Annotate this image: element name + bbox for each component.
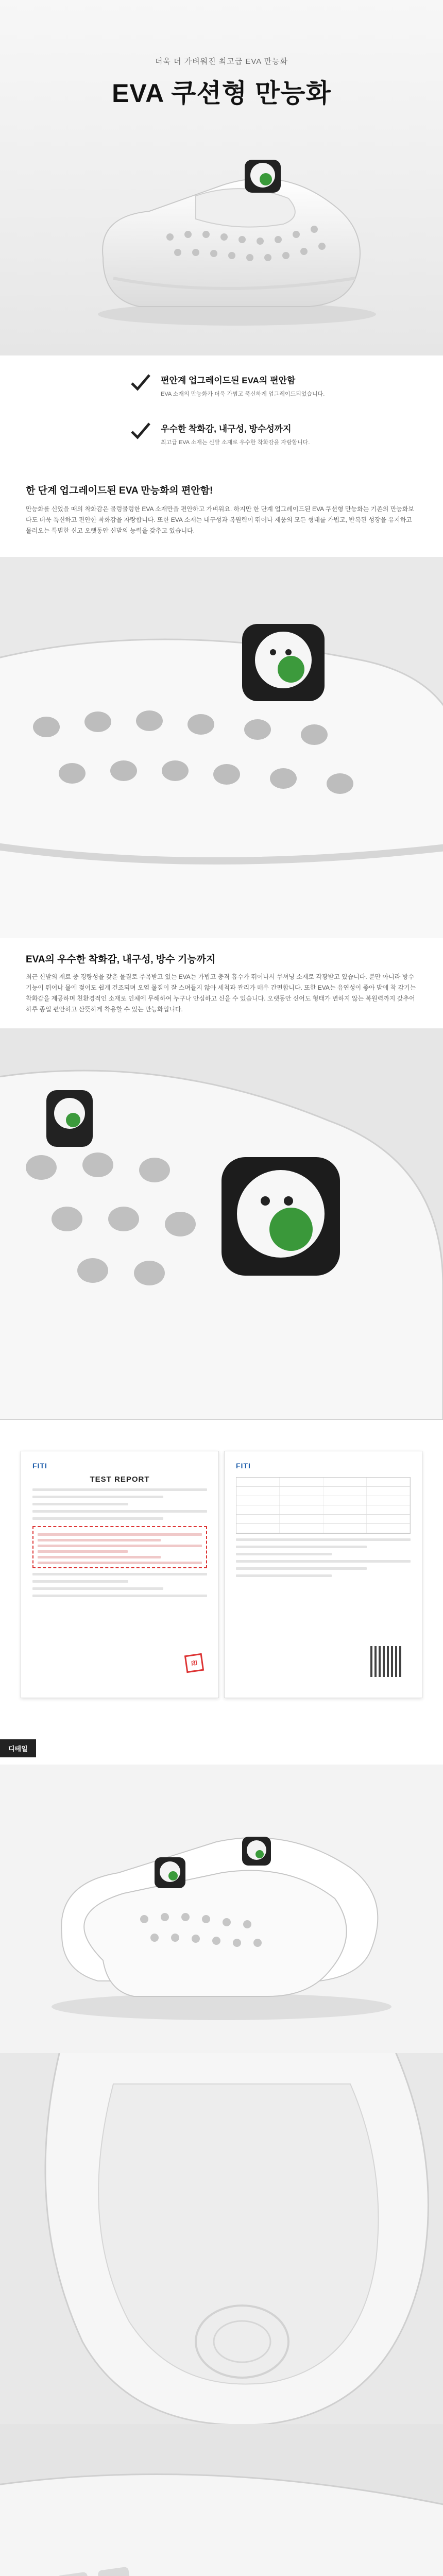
hero-shoe-image xyxy=(67,129,386,335)
hero-section xyxy=(0,0,443,355)
detail-header xyxy=(0,1739,443,1765)
feature-desc: 최고급 EVA 소재는 신발 소재로 우수한 착화감을 자랑합니다. xyxy=(161,439,310,446)
jibbitz-charm-icon xyxy=(242,1837,271,1866)
test-report-document xyxy=(21,1451,219,1698)
sole-closeup-image xyxy=(0,2424,443,2576)
shoe-closeup-image xyxy=(0,557,443,938)
jibbitz-charm-icon xyxy=(155,1857,185,1888)
jibbitz-charm-icon xyxy=(245,160,281,193)
qr-code-icon xyxy=(370,1646,401,1677)
hero-subtitle: 더욱 더 가벼워진 최고급 EVA 만능화 xyxy=(155,57,288,66)
section-body: 최근 신발의 재료 중 경량성을 갖춘 물질로 주목받고 있는 EVA는 가볍고 충격 흡수가 뛰어나서 쿠셔닝 소재로 각광받고 있습니다. 뿐만 아니라 방수 기능이 뛰어나 물에 젖어도 쉽게 건조되며 오염 물질이 잘 스며들지 않아 세척과 관리가 매우 간편합니다. 또한 EVA는 유연성이 좋아 발에 착 감기는 착화감을 제공하며 친환경적인 소재로 인체에 무해하여 누구나 안심하고 신을 수 있습니다. 오랫동안 신어도 형태가 변하지 않는 복원력까지 갖추어 하루 종일 편안하고 산뜻하게 착용할 수 있는 만능화입니다. xyxy=(26,973,416,1013)
feature-item xyxy=(129,371,443,399)
features-list xyxy=(0,355,443,478)
feature-title: 편안계 업그레이드된 EVA의 편안함 xyxy=(161,376,296,385)
checkmark-icon xyxy=(129,419,151,442)
detail-tab-label: 디테일 xyxy=(0,1739,36,1757)
feature-item xyxy=(129,419,443,447)
intro-body: 만능화를 신었을 때의 착화감은 물렁물렁한 EVA 소재만을 편안하고 가벼워요. 하지만 한 단계 업그레이드된 EVA 쿠션형 만능화는 기존의 만능화보다도 더욱 푹신하고 편안한 착화감을 자랑합니다. 또한 EVA 소재는 내구성과 복원력이 뛰어나 제품의 모든 형태를 가볍고, 반복된 성장을 유지하고 물러오는 특별한 신고 오랫동안 신발의 능력을 갖추고 있습니다. xyxy=(26,505,415,534)
fiti-logo: FITI xyxy=(32,1462,47,1470)
fiti-logo: FITI xyxy=(236,1462,251,1470)
highlight-box xyxy=(32,1526,207,1568)
stamp-icon: 印 xyxy=(184,1653,204,1673)
section-eva-benefits xyxy=(0,938,443,1028)
closeup-photo-2 xyxy=(0,1028,443,1420)
hero-title: EVA 쿠션형 만능화 xyxy=(112,79,331,108)
report-title: TEST REPORT xyxy=(90,1475,150,1484)
report-table xyxy=(236,1477,411,1534)
jibbitz-charm-icon xyxy=(46,1090,93,1147)
section-title: EVA의 우수한 착화감, 내구성, 방수 기능까지 xyxy=(26,954,216,965)
intro-section xyxy=(0,478,443,557)
detail-photo-sole xyxy=(0,2424,443,2576)
closeup-photo-1 xyxy=(0,557,443,938)
test-report-document xyxy=(224,1451,422,1698)
feature-desc: EVA 소재의 만능화가 더욱 가볍고 푹신하게 업그레이드되었습니다. xyxy=(161,391,325,397)
shoe-pair-image xyxy=(0,1765,443,2053)
jibbitz-charm-icon xyxy=(222,1157,340,1276)
feature-title: 우수한 착화감, 내구성, 방수성까지 xyxy=(161,423,292,434)
insole-closeup-image xyxy=(0,2053,443,2424)
intro-title: 한 단계 업그레이드된 EVA 만능화의 편안함! xyxy=(26,485,213,496)
test-report-section xyxy=(0,1420,443,1739)
shoe-front-image xyxy=(0,1028,443,1420)
detail-photo-pair xyxy=(0,1765,443,2053)
detail-photo-insole xyxy=(0,2053,443,2424)
checkmark-icon xyxy=(129,371,151,394)
jibbitz-charm-icon xyxy=(242,624,325,701)
